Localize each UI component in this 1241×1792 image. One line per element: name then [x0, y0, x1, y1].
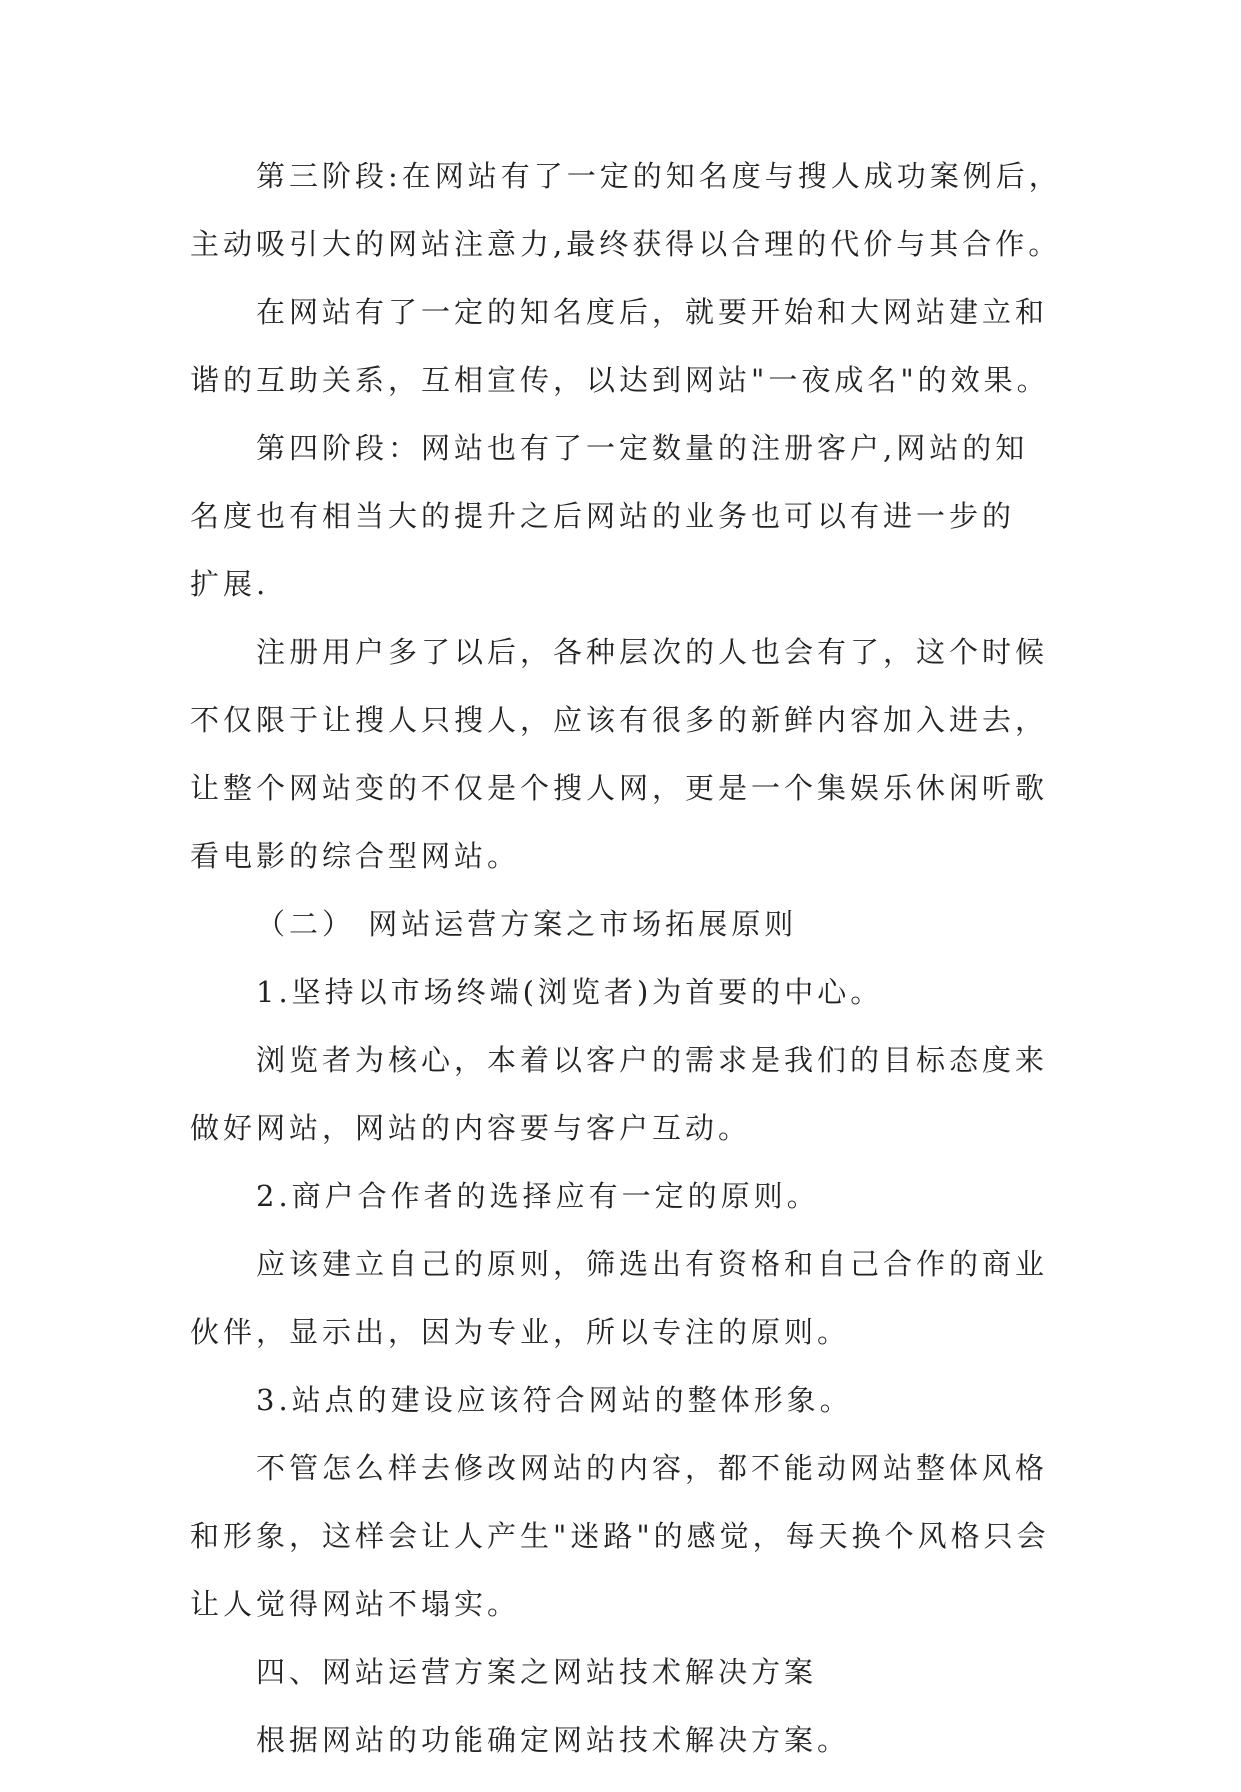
text-line: 根据网站的功能确定网站技术解决方案。 [256, 1723, 851, 1757]
text-line: 2.商户合作者的选择应有一定的原则。 [256, 1179, 820, 1213]
text-line: 伙伴，显示出，因为专业，所以专注的原则。 [190, 1315, 851, 1349]
document-body [190, 160, 1070, 1792]
text-line: 不管怎么样去修改网站的内容，都不能动网站整体风格 [256, 1451, 1049, 1485]
text-line: 谐的互助关系，互相宣传，以达到网站"一夜成名"的效果。 [190, 363, 1050, 397]
text-line: 3.站点的建设应该符合网站的整体形象。 [256, 1383, 853, 1417]
text-line: 主动吸引大的网站注意力,最终获得以合理的代价与其合作。 [190, 227, 1062, 261]
text-line: 做好网站，网站的内容要与客户互动。 [190, 1111, 752, 1145]
text-line: 看电影的综合型网站。 [190, 839, 521, 873]
text-line: 浏览者为核心，本着以客户的需求是我们的目标态度来 [256, 1043, 1049, 1077]
text-line: 不仅限于让搜人只搜人，应该有很多的新鲜内容加入进去， [190, 703, 1049, 737]
section-heading: （二） 网站运营方案之市场拓展原则 [256, 907, 798, 941]
text-line: 名度也有相当大的提升之后网站的业务也可以有进一步的 [190, 499, 1016, 533]
text-line: 让人觉得网站不塌实。 [190, 1587, 521, 1621]
text-line: 和形象，这样会让人产生"迷路"的感觉，每天换个风格只会 [190, 1519, 1050, 1553]
text-line: 第四阶段：网站也有了一定数量的注册客户,网站的知 [256, 431, 1029, 465]
text-line: 应该建立自己的原则，筛选出有资格和自己合作的商业 [256, 1247, 1049, 1281]
text-line: 1.坚持以市场终端(浏览者)为首要的中心。 [256, 975, 884, 1009]
text-line: 让整个网站变的不仅是个搜人网，更是一个集娱乐休闲听歌 [190, 771, 1049, 805]
text-line: 在网站有了一定的知名度后，就要开始和大网站建立和 [256, 295, 1049, 329]
text-line: 第三阶段:在网站有了一定的知名度与搜人成功案例后， [256, 159, 1062, 193]
text-line: 扩展. [190, 567, 270, 601]
section-heading: 四、网站运营方案之网站技术解决方案 [256, 1655, 818, 1689]
text-line: 注册用户多了以后，各种层次的人也会有了，这个时候 [256, 635, 1049, 669]
